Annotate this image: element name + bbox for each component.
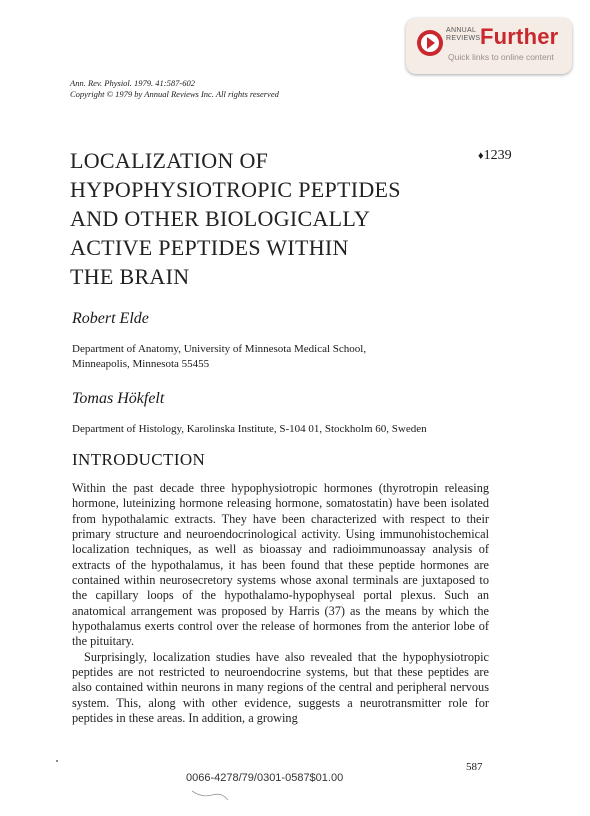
- author-name: Robert Elde: [72, 310, 149, 327]
- page-number: 587: [466, 761, 483, 773]
- article-code: 0066-4278/79/0301-0587$01.00: [186, 772, 344, 784]
- author-name: Tomas Hökfelt: [72, 390, 165, 407]
- body-text: [72, 481, 489, 727]
- affiliation-line: Department of Histology, Karolinska Institute, S-104 01, Stockholm 60, Sweden: [72, 423, 427, 435]
- title-line: AND OTHER BIOLOGICALLY: [70, 206, 371, 231]
- article-number: [478, 148, 512, 164]
- play-arrow-icon: [416, 29, 444, 57]
- title-line: ACTIVE PEPTIDES WITHIN: [70, 235, 349, 260]
- affiliation-line: Minneapolis, Minnesota 55455: [72, 358, 210, 370]
- stray-mark: [56, 760, 58, 762]
- journal-citation: Ann. Rev. Physiol. 1979. 41:587-602: [70, 78, 195, 88]
- badge-title: Further: [480, 24, 559, 49]
- badge-tagline: Quick links to online content: [448, 52, 554, 62]
- copyright-line: Copyright © 1979 by Annual Reviews Inc. All rights reserved: [70, 89, 279, 99]
- title-line: HYPOPHYSIOTROPIC PEPTIDES: [70, 177, 401, 202]
- publisher-line-2: REVIEWS: [446, 35, 481, 42]
- affiliation-line: Department of Anatomy, University of Minnesota Medical School,: [72, 343, 367, 355]
- paragraph: Within the past decade three hypophysiotropic hormones (thyrotropin releasing hormone, luteinizing hormone releasing hormone, somatostatin) have been isolated from hypothalamic extracts. They have been characterized with respect to their primary structure and neuroendocrinological activity. Using immunohistochemical localization techniques, as well as bioassay and radioimmunoassay analysis of extracts of the hypothalamus, it has been found that these peptide hormones are contained within neurosecretory systems whose axonal terminals are juxtaposed to the capillary loops of the hypothalamo-hypophyseal portal plexus. Such an anatomical arrangement was proposed by Harris (37) as the means by which the hypothalamus exerts control over the release of hormones from the anterior lobe of the pituitary.: [72, 481, 489, 649]
- author-affiliation: [72, 342, 492, 372]
- title-line: LOCALIZATION OF: [70, 148, 269, 173]
- article-title: [70, 146, 450, 291]
- diamond-icon: ♦: [478, 150, 484, 162]
- author-affiliation: [72, 422, 492, 437]
- title-line: THE BRAIN: [70, 264, 190, 289]
- section-heading: INTRODUCTION: [72, 450, 206, 469]
- handwritten-mark: [190, 788, 230, 802]
- annual-reviews-further-badge[interactable]: [406, 18, 572, 74]
- article-number-value: 1239: [483, 148, 512, 163]
- paragraph: Surprisingly, localization studies have also revealed that the hypophysiotropic peptides are not restricted to neuroendocrine systems, but that these peptides are also contained within neurons in many regions of the central and peripheral nervous system. This, along with other evidence, suggests a neurotransmitter role for peptides in these areas. In addition, a growing: [72, 649, 489, 726]
- publisher-line-1: ANNUAL: [446, 27, 477, 34]
